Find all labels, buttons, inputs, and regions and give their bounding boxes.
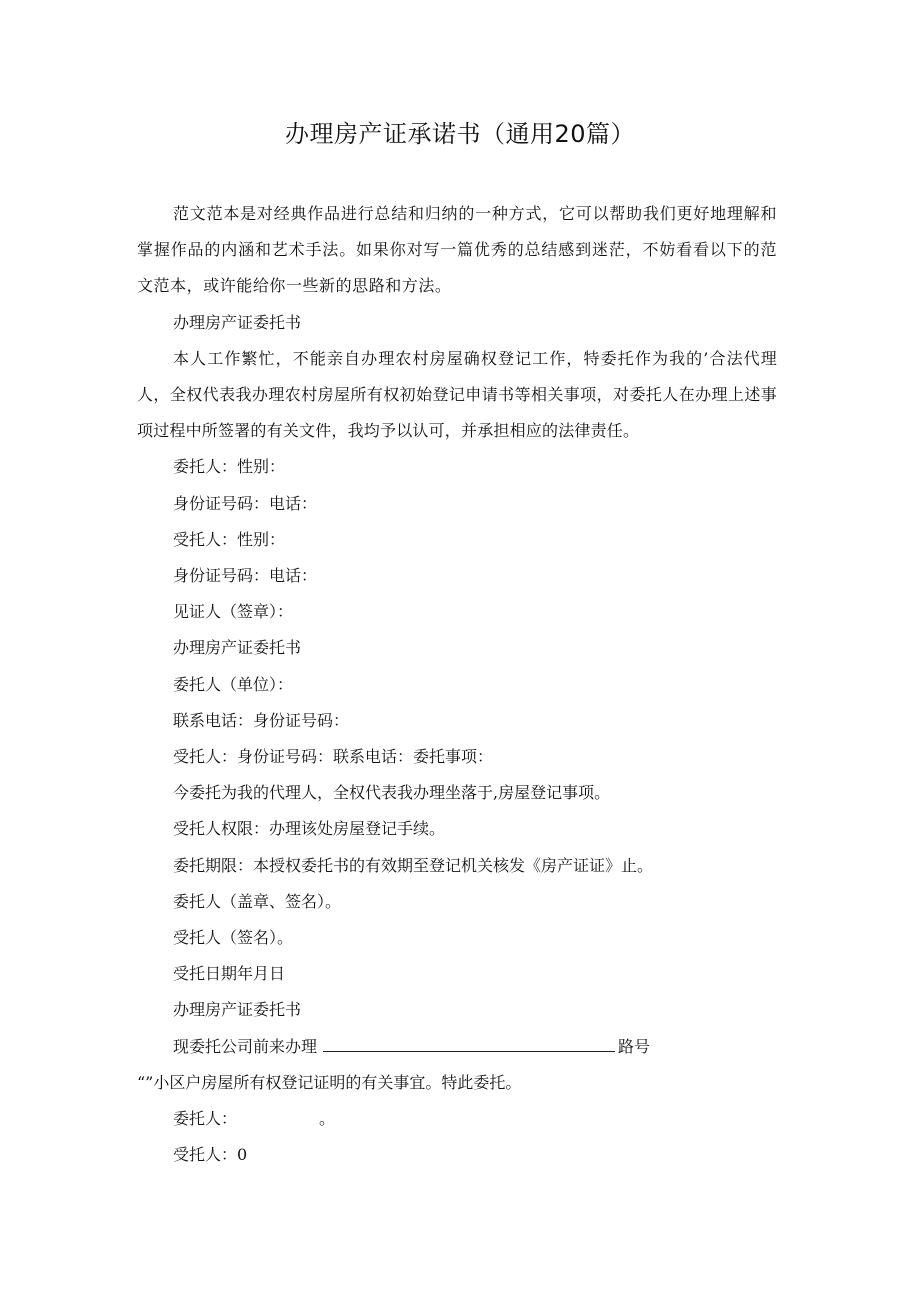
line-company-suffix: 路号 [618, 1036, 651, 1056]
line-principal-final-prefix: 委托人： [173, 1109, 238, 1129]
line-date: 受托日期年月日 [173, 964, 286, 984]
section-heading-2: 办理房产证委托书 [173, 638, 302, 658]
line-company-delegation [137, 1029, 777, 1065]
line-principal-final-suffix: 。 [319, 1109, 336, 1129]
line-principal-seal: 委托人（盖章、签名）。 [173, 891, 342, 911]
line-appointment: 今委托为我的代理人，全权代表我办理坐落于,房屋登记事项。 [173, 783, 611, 803]
line-agent-sign: 受托人（签名）。 [173, 928, 294, 948]
line-principal-id-phone: 身份证号码：电话： [173, 493, 318, 513]
document-body [137, 196, 777, 1173]
intro-paragraph: 范文范本是对经典作品进行总结和归纳的一种方式，它可以帮助我们更好地理解和掌握作品的内涵和艺术手法。如果你对写一篇优秀的总结感到迷茫，不妨看看以下的范文范本，或许能给你一些新的思路和方法。 [137, 204, 777, 296]
delegation-paragraph: 本人工作繁忙，不能亲自办理农村房屋确权登记工作，特委托作为我的’合法代理人，全权代表我办理农村房屋所有权初始登记申请书等相关事项，对委托人在办理上述事项过程中所签署的有关文件，我均予以认可，并承担相应的法律责任。 [137, 348, 777, 441]
line-principal-gender: 委托人：性别： [173, 457, 286, 477]
section-heading-3: 办理房产证委托书 [173, 1000, 302, 1020]
line-contact-id: 联系电话：身份证号码： [173, 710, 350, 730]
line-registration-matter: “”小区户房屋所有权登记证明的有关事宜。特此委托。 [137, 1072, 522, 1092]
line-principal-unit: 委托人（单位）： [173, 674, 294, 694]
line-agent-id-phone: 身份证号码：电话： [173, 566, 318, 586]
document-title: 办理房产证承诺书（通用20篇） [284, 120, 636, 148]
line-validity-period: 委托期限：本授权委托书的有效期至登记机关核发《房产证证》止。 [173, 855, 654, 875]
line-principal-final [137, 1101, 777, 1137]
line-agent-gender: 受托人：性别： [173, 529, 286, 549]
section-heading-1: 办理房产证委托书 [173, 312, 302, 332]
line-agent-matters: 受托人：身份证号码：联系电话：委托事项： [173, 747, 494, 767]
fill-in-blank [323, 1037, 615, 1052]
line-company-prefix: 现委托公司前来办理 [173, 1036, 318, 1056]
line-agent-authority: 受托人权限：办理该处房屋登记手续。 [173, 819, 446, 839]
line-witness: 见证人（签章）： [173, 602, 294, 622]
line-agent-final: 受托人：0 [173, 1145, 248, 1165]
